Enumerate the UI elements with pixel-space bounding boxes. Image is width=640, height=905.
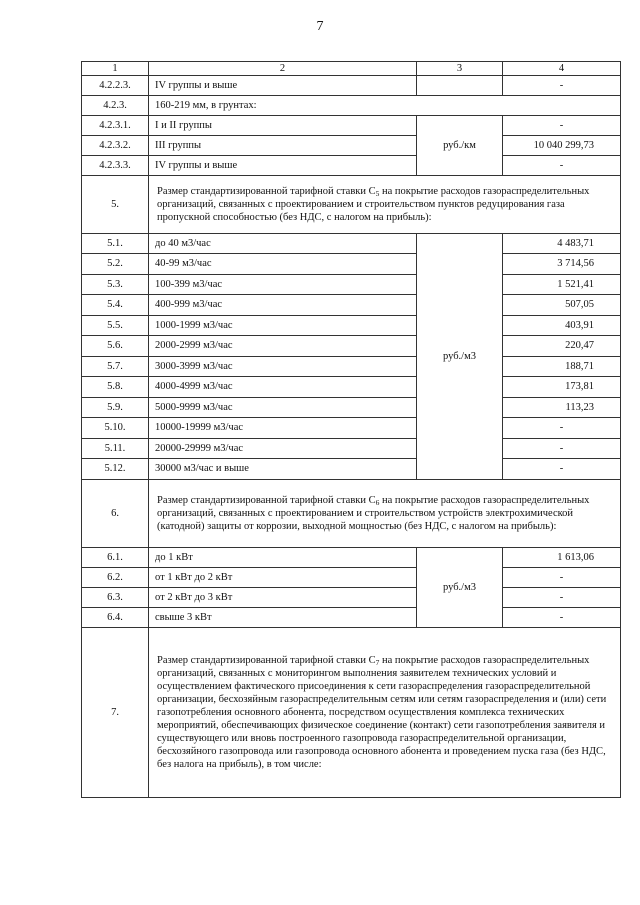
table-row xyxy=(82,336,621,357)
section-text: Размер стандартизированной тарифной ставки C xyxy=(157,494,376,506)
row-number: 6.4. xyxy=(82,607,149,627)
row-label: 20000-29999 м3/час xyxy=(149,438,417,459)
row-value: - xyxy=(503,116,621,136)
row-label: 3000-3999 м3/час xyxy=(149,356,417,377)
row-label: III группы xyxy=(149,136,417,156)
row-number: 6. xyxy=(82,479,149,547)
row-value: 1 521,41 xyxy=(503,274,621,295)
column-header: 1 xyxy=(82,62,149,76)
table-row xyxy=(82,567,621,587)
row-number: 6.1. xyxy=(82,547,149,567)
row-value: - xyxy=(503,587,621,607)
row-label: I и II группы xyxy=(149,116,417,136)
row-label: 40-99 м3/час xyxy=(149,254,417,275)
row-value: 403,91 xyxy=(503,315,621,336)
row-number: 4.2.3.1. xyxy=(82,116,149,136)
row-number: 4.2.3. xyxy=(82,96,149,116)
rate-subscript: 7 xyxy=(375,657,380,667)
row-value: 507,05 xyxy=(503,295,621,316)
unit-cell: руб./км xyxy=(417,116,503,176)
table-row xyxy=(82,607,621,627)
row-number: 5.10. xyxy=(82,418,149,439)
section-text: на покрытие расходов газораспределительных организаций, связанных с мониторингом выполнения заявителем технических условий и осуществлением фактического присоединения к сети газораспределения газораспределительной организации, бесхозяйным газораспределительным сетям или сетям газораспределения и (или) сети газопотребления основного абонента, посредством осуществления комплекса технических мероприятий, обеспечивающих физическое соединение (контакт) сети газопотребления заявителя и существующего или вновь построенного газопровода газораспределительной организации, бесхозяйного газопровода или газопровода основного абонента и проведением пуска газа (без НДС, без налога на прибыль), в том числе: xyxy=(157,654,607,770)
row-value: - xyxy=(503,567,621,587)
table-row xyxy=(82,136,621,156)
row-label: 1000-1999 м3/час xyxy=(149,315,417,336)
section-text: Размер стандартизированной тарифной ставки C xyxy=(157,654,376,666)
tariff-table xyxy=(81,61,621,798)
row-label: от 2 кВт до 3 кВт xyxy=(149,587,417,607)
table-row xyxy=(82,418,621,439)
table-row xyxy=(82,397,621,418)
row-label: 4000-4999 м3/час xyxy=(149,377,417,398)
row-number: 6.3. xyxy=(82,587,149,607)
row-number: 5.5. xyxy=(82,315,149,336)
section-text: на покрытие расходов газораспределительных организаций, связанных с проектированием и строительством устройств электрохимической (катодной) защиты от коррозии, выходной мощностью (без НДС, с налогом на прибыль): xyxy=(157,494,590,532)
table-row xyxy=(82,234,621,254)
table-row xyxy=(82,547,621,567)
row-number: 5.6. xyxy=(82,336,149,357)
row-number: 6.2. xyxy=(82,567,149,587)
row-number: 5.8. xyxy=(82,377,149,398)
column-header: 2 xyxy=(149,62,417,76)
table-row xyxy=(82,274,621,295)
row-label: 2000-2999 м3/час xyxy=(149,336,417,357)
table-row xyxy=(82,295,621,316)
row-value: 3 714,56 xyxy=(503,254,621,275)
row-number: 5.4. xyxy=(82,295,149,316)
row-value: - xyxy=(503,459,621,480)
table-row xyxy=(82,76,621,96)
unit-cell: руб./м3 xyxy=(417,547,503,627)
table-row xyxy=(82,156,621,176)
row-value: 220,47 xyxy=(503,336,621,357)
row-label: 5000-9999 м3/час xyxy=(149,397,417,418)
table-row xyxy=(82,627,621,797)
row-label: 400-999 м3/час xyxy=(149,295,417,316)
table-row xyxy=(82,356,621,377)
row-number: 4.2.3.3. xyxy=(82,156,149,176)
row-value: - xyxy=(503,76,621,96)
table-row xyxy=(82,377,621,398)
row-number: 5.1. xyxy=(82,234,149,254)
row-value: 1 613,06 xyxy=(503,547,621,567)
row-value: - xyxy=(503,607,621,627)
table-row xyxy=(82,459,621,480)
section-description xyxy=(149,479,621,547)
section-text: Размер стандартизированной тарифной ставки C xyxy=(157,186,376,197)
column-header: 4 xyxy=(503,62,621,76)
row-label: свыше 3 кВт xyxy=(149,607,417,627)
row-number: 5.3. xyxy=(82,274,149,295)
table-row xyxy=(82,116,621,136)
row-label: IV группы и выше xyxy=(149,156,417,176)
row-number: 5.11. xyxy=(82,438,149,459)
table-row xyxy=(82,176,621,234)
table-row xyxy=(82,96,621,116)
row-value: 188,71 xyxy=(503,356,621,377)
rate-subscript: 6 xyxy=(375,497,380,507)
row-number: 5.12. xyxy=(82,459,149,480)
row-label: 10000-19999 м3/час xyxy=(149,418,417,439)
row-number: 4.2.3.2. xyxy=(82,136,149,156)
row-number: 5.9. xyxy=(82,397,149,418)
row-number: 5.2. xyxy=(82,254,149,275)
unit-cell: руб./м3 xyxy=(417,234,503,480)
page-number: 7 xyxy=(316,19,324,34)
row-label: до 1 кВт xyxy=(149,547,417,567)
column-header: 3 xyxy=(417,62,503,76)
row-value: 4 483,71 xyxy=(503,234,621,254)
row-label: IV группы и выше xyxy=(149,76,417,96)
row-label: от 1 кВт до 2 кВт xyxy=(149,567,417,587)
table-row xyxy=(82,438,621,459)
row-value: 113,23 xyxy=(503,397,621,418)
row-number: 5.7. xyxy=(82,356,149,377)
table-row xyxy=(82,587,621,607)
row-label: 160-219 мм, в грунтах: xyxy=(149,96,621,116)
section-description xyxy=(149,627,621,797)
table-row xyxy=(82,62,621,76)
table-row xyxy=(82,254,621,275)
unit-cell xyxy=(417,76,503,96)
row-label: 100-399 м3/час xyxy=(149,274,417,295)
row-label: до 40 м3/час xyxy=(149,234,417,254)
section-description xyxy=(149,176,621,234)
row-number: 7. xyxy=(82,627,149,797)
table-row xyxy=(82,479,621,547)
row-number: 4.2.2.3. xyxy=(82,76,149,96)
row-value: 173,81 xyxy=(503,377,621,398)
row-value: - xyxy=(503,418,621,439)
row-number: 5. xyxy=(82,176,149,234)
row-value: - xyxy=(503,438,621,459)
table-row xyxy=(82,315,621,336)
row-value: 10 040 299,73 xyxy=(503,136,621,156)
row-label: 30000 м3/час и выше xyxy=(149,459,417,480)
section-text: на покрытие расходов газораспределительных организаций, связанных с проектированием и строительством пунктов редуцирования газа пропускной способностью (без НДС, с налогом на прибыль): xyxy=(157,186,590,223)
row-value: - xyxy=(503,156,621,176)
rate-subscript: 5 xyxy=(375,189,380,198)
